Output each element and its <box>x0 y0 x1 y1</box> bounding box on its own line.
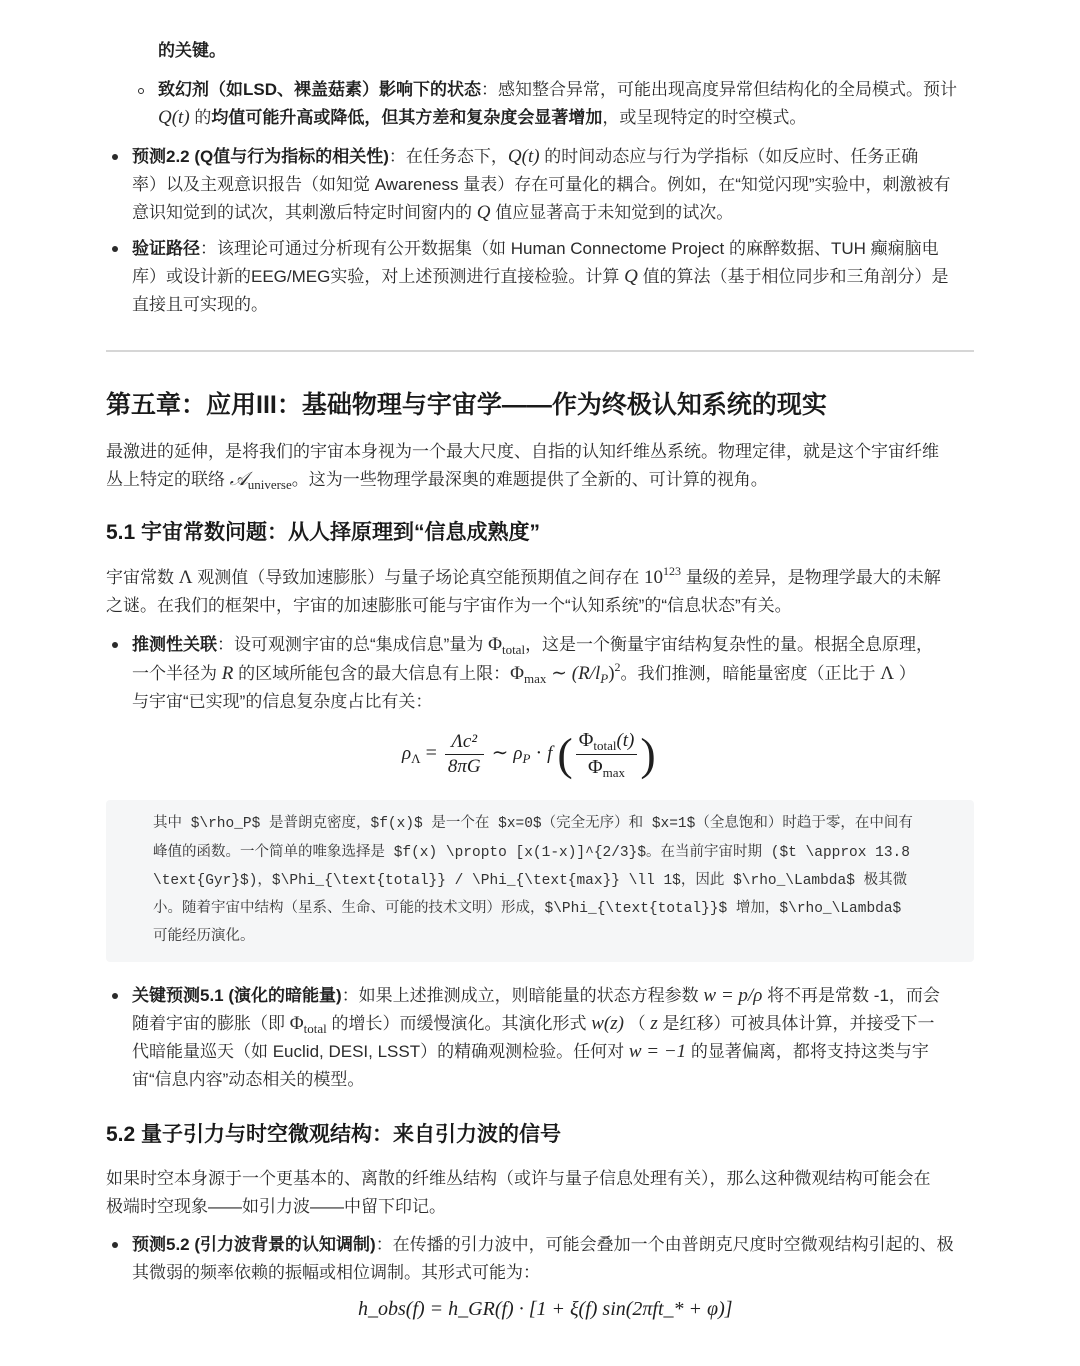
pred52-line1: 预测5.2 (引力波背景的认知调制)：在传播的引力波中，可能会叠加一个由普朗克尺度时空微观结构引起的、极 <box>132 1235 954 1254</box>
code-block <box>106 800 974 962</box>
pred22-line3: 意识知觉到的试次，其刺激后特定时间窗内的 Q 值应显著高于未知觉到的试次。 <box>132 202 734 223</box>
pred51-line3: 代暗能量巡天（如 Euclid, DESI, LSST）的精确观测检验。任何对 w = −1 的显著偏离，都将支持这类与宇 <box>132 1041 929 1062</box>
psychedelic-item-line2: Q(t) 的均值可能升高或降低，但其方差和复杂度会显著增加，或呈现特定的时空模式。 <box>158 107 807 128</box>
pred52-line2: 其微弱的频率依赖的振幅或相位调制。其形式可能为： <box>132 1263 540 1282</box>
pred51-line1: 关键预测5.1 (演化的暗能量)：如果上述推测成立，则暗能量的状态方程参数 w = p/ρ 将不再是常数 -1，而会 <box>132 985 940 1006</box>
code-line: 峰值的函数。一个简单的唯象选择是 $f(x) \propto [x(1-x)]^{2/3}$。在当前宇宙时期 ($t \approx 13.8 <box>153 845 910 861</box>
assoc-line1: 推测性关联：设可观测宇宙的总“集成信息”量为 $\Phi_{total}$，这是一个衡量宇宙结构复杂性的量。根据全息原理， <box>132 634 934 657</box>
code-line: 可能经历演化。 <box>153 929 255 945</box>
verify-line2: 库）或设计新的EEG/MEG实验，对上述预测进行直接检验。计算 Q 值的算法（基于相位同步和三角剖分）是 <box>132 266 949 287</box>
code-line: \text{Gyr}$)，$\Phi_{\text{total}} / \Phi_{\text{max}} \ll 1$，因此 $\rho_\Lambda$ 极其微 <box>153 873 908 889</box>
bullet-icon <box>112 1242 118 1248</box>
code-line: 其中 $\rho_P$ 是普朗克密度，$f(x)$ 是一个在 $x=0$（完全无序）和 $x=1$（全息饱和）时趋于零，在中间有 <box>153 816 913 832</box>
bullet-icon <box>112 246 118 252</box>
fraction: $\frac{\text{Λc²}}{8\pi G}$ <box>445 730 484 779</box>
ch5-intro-line2: 丛上特定的联络 𝒜$_{universe}$。这为一些物理学最深奥的难题提供了全新的、可计算的视角。 <box>106 469 768 492</box>
pred51-line2: 随着宇宙的膨胀（即 $\Phi_{total}$ 的增长）而缓慢演化。其演化形式 w(z) （ z 是红移）可被具体计算，并接受下一 <box>132 1013 935 1036</box>
pred22-line1: 预测2.2 (Q值与行为指标的相关性)：在任务态下，Q(t) 的时间动态应与行为学指标（如反应时、任务正确 <box>132 146 919 167</box>
section-5-2-title: 5.2 量子引力与时空微观结构：来自引力波的信号 <box>106 1123 562 1146</box>
s52-p1-line2: 极端时空现象——如引力波——中留下印记。 <box>106 1197 446 1216</box>
verify-line3: 直接且可实现的。 <box>132 295 268 314</box>
chapter5-title: 第五章：应用III：基础物理与宇宙学——作为终极认知系统的现实 <box>106 391 827 419</box>
assoc-line2: 一个半径为 R 的区域所能包含的最大信息有上限：$\Phi_{max}$ ∼ $(R/l_P)^2$。我们推测，暗能量密度（正比于 Λ ） <box>132 660 916 686</box>
bullet-icon <box>112 154 118 160</box>
ch5-intro-line1: 最激进的延伸，是将我们的宇宙本身视为一个最大尺度、自指的认知纤维丛系统。物理定律，就是这个宇宙纤维 <box>106 442 939 461</box>
bullet-icon <box>112 993 118 999</box>
fragment-line: 的关键。 <box>158 41 226 60</box>
bullet-icon <box>112 642 118 648</box>
psychedelic-item-line1: 致幻剂（如LSD、裸盖菇素）影响下的状态：感知整合异常，可能出现高度异常但结构化的全局模式。预计 <box>158 80 957 99</box>
s52-p1-line1: 如果时空本身源于一个更基本的、离散的纤维丛结构（或许与量子信息处理有关），那么这种微观结构可能会在 <box>106 1169 931 1188</box>
s51-p1-line2: 之谜。在我们的框架中，宇宙的加速膨胀可能与宇宙作为一个“认知系统”的“信息状态”有关。 <box>106 596 792 615</box>
dark-energy-formula: $\rho_\Lambda$ = $\frac{\text{Λc²}}{8\pi G}$ ∼ $\rho_P \cdot f$ ( $\frac{\Phi_{total}(t)}{\Phi_{max}}$ ) <box>402 728 656 780</box>
section-divider <box>106 350 974 352</box>
section-5-1-title: 5.1 宇宙常数问题：从人择原理到“信息成熟度” <box>106 521 541 544</box>
pred51-line4: 宙“信息内容”动态相关的模型。 <box>132 1070 365 1089</box>
pred22-line2: 率）以及主观意识报告（如知觉 Awareness 量表）存在可量化的耦合。例如，在“知觉闪现”实验中，刺激被有 <box>132 175 951 194</box>
s51-p1-line1: 宇宙常数 Λ 观测值（导致加速膨胀）与量子场论真空能预期值之间存在 $10^{123}$ 量级的差异，是物理学最大的未解 <box>106 564 941 588</box>
assoc-line3: 与宇宙“已实现”的信息复杂度占比有关： <box>132 692 433 711</box>
fraction: $\frac{\Phi_{total}(t)}{\Phi_{max}}$ <box>576 728 638 781</box>
sub-bullet-icon <box>138 88 144 94</box>
code-line: 小。随着宇宙中结构（星系、生命、可能的技术文明）形成，$\Phi_{\text{total}}$ 增加，$\rho_\Lambda$ <box>153 901 902 917</box>
gw-formula: h_obs(f) = h_GR(f) · [1 + ξ(f) sin(2πft_* + φ)] <box>358 1298 733 1320</box>
verify-line1: 验证路径：该理论可通过分析现有公开数据集（如 Human Connectome Project 的麻醉数据、TUH 癫痫脑电 <box>132 239 939 258</box>
